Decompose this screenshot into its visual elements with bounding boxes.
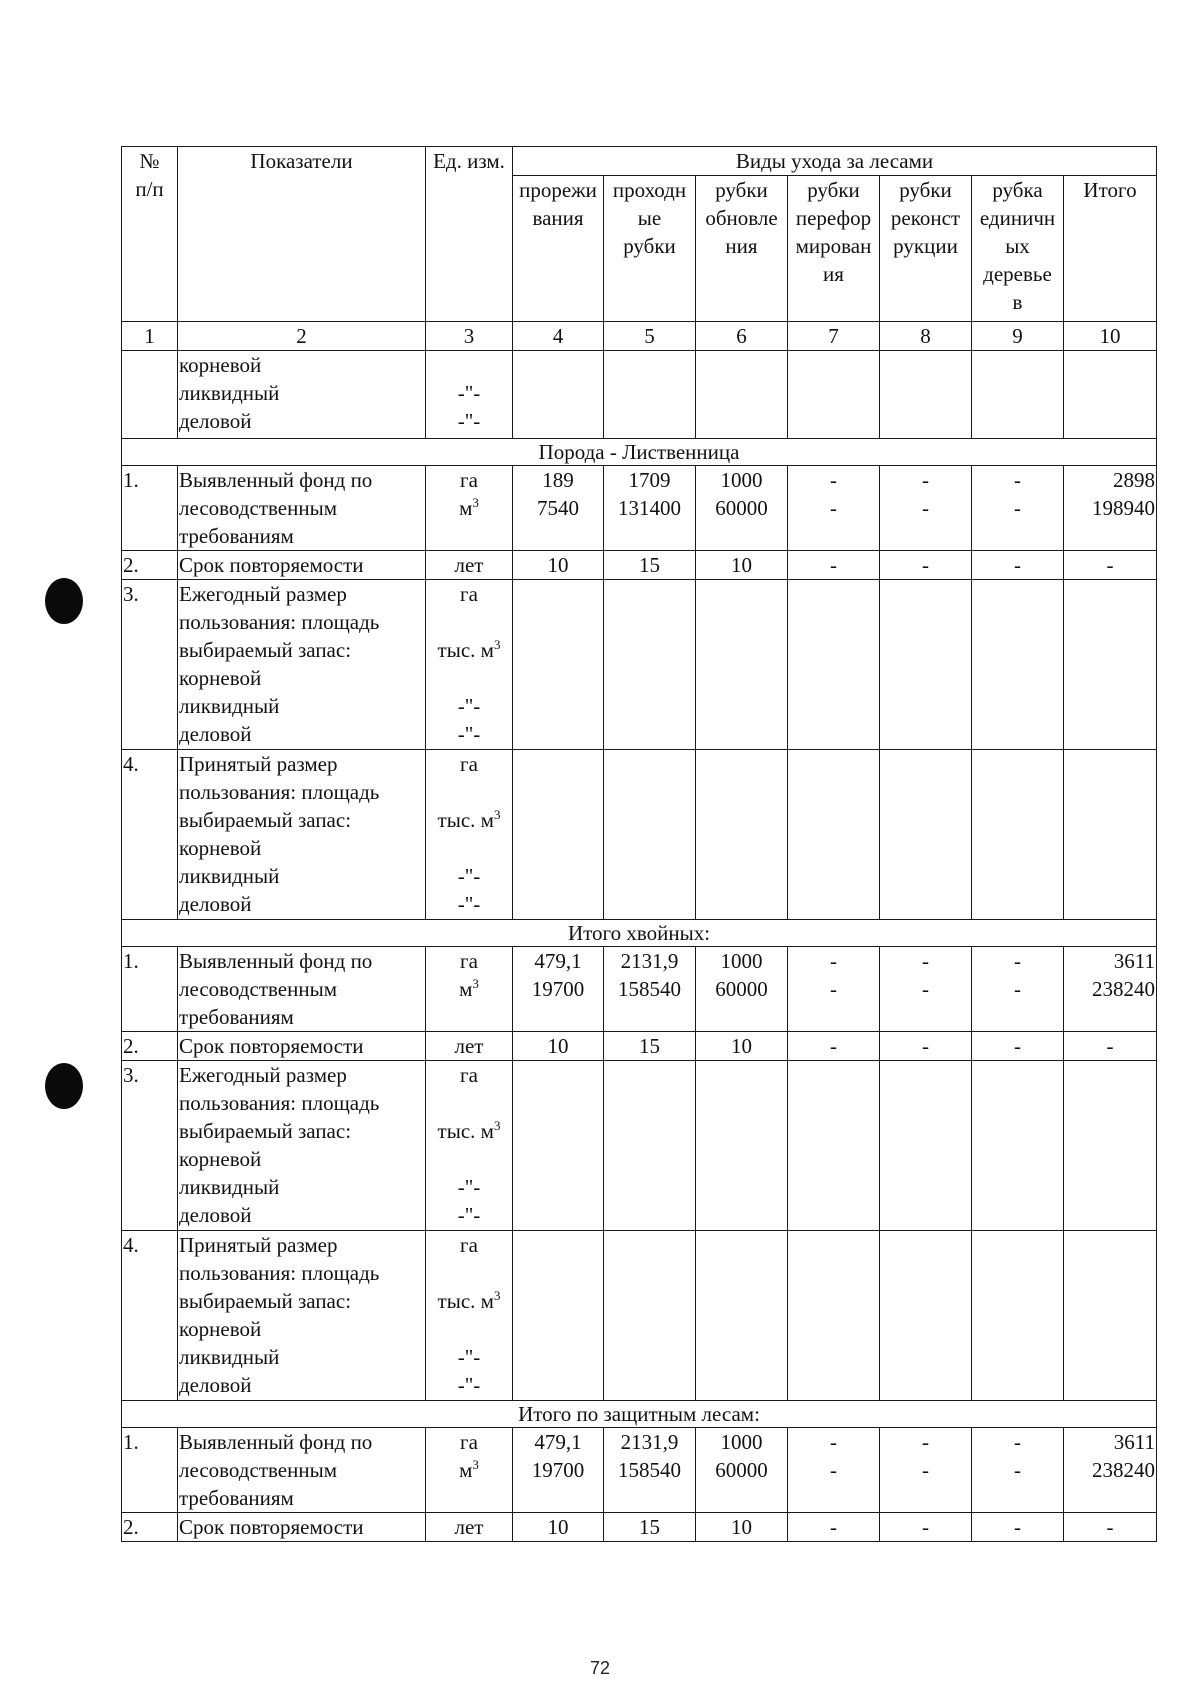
value-cell: 2131,9 158540 <box>604 947 696 1032</box>
value-cell: - <box>1064 1513 1157 1542</box>
table-row <box>122 1513 1157 1542</box>
value-cell: 10 <box>696 551 788 580</box>
row-number: 4. <box>122 750 178 920</box>
value-cell: - - <box>880 947 972 1032</box>
row-number: 2. <box>122 1032 178 1061</box>
value-cell: - - <box>788 947 880 1032</box>
value-cell: 15 <box>604 1032 696 1061</box>
col-number: 1 <box>122 322 178 351</box>
value-cell: 1709 131400 <box>604 466 696 551</box>
value-cell: 10 <box>513 1513 604 1542</box>
value-cell: - <box>788 551 880 580</box>
col-number: 4 <box>513 322 604 351</box>
col-number: 5 <box>604 322 696 351</box>
section-title-conifers: Итого хвойных: <box>122 920 1157 947</box>
row-label: Ежегодный размер пользования: площадь выбираемый запас: корневой ликвидный деловой <box>178 580 426 750</box>
value-cell: - - <box>788 1428 880 1513</box>
row-label: Ежегодный размер пользования: площадь выбираемый запас: корневой ликвидный деловой <box>178 1061 426 1231</box>
row-number: 1. <box>122 466 178 551</box>
row-number: 2. <box>122 551 178 580</box>
header-col-thinning: прорежи вания <box>513 176 604 322</box>
header-no: № п/п <box>122 147 178 322</box>
forest-care-table <box>121 146 1157 1542</box>
value-cell: 3611 238240 <box>1064 947 1157 1032</box>
header-col-reconstruction: рубки реконст рукции <box>880 176 972 322</box>
section-title-larch: Порода - Лиственница <box>122 439 1157 466</box>
value-cell: 15 <box>604 551 696 580</box>
row-unit: га $м^3$ <box>426 466 513 551</box>
col-number: 9 <box>972 322 1064 351</box>
value-cell: - <box>972 551 1064 580</box>
value-cell: - <box>788 1513 880 1542</box>
header-col-reformation: рубки перефор мирован ия <box>788 176 880 322</box>
value-cell: 1000 60000 <box>696 466 788 551</box>
row-unit: га тыс. $м^3$ -"- -"- <box>426 750 513 920</box>
section-title-protective: Итого по защитным лесам: <box>122 1401 1157 1428</box>
value-cell: 479,1 19700 <box>513 1428 604 1513</box>
row-unit: га тыс. $м^3$ -"- -"- <box>426 1061 513 1231</box>
row-unit: лет <box>426 551 513 580</box>
row-number: 3. <box>122 580 178 750</box>
table-row <box>122 1231 1157 1401</box>
value-cell: - <box>880 1032 972 1061</box>
value-cell: - <box>1064 1032 1157 1061</box>
header-col-renewal: рубки обновле ния <box>696 176 788 322</box>
row-unit: га тыс. $м^3$ -"- -"- <box>426 580 513 750</box>
col-number: 10 <box>1064 322 1157 351</box>
value-cell: - - <box>972 466 1064 551</box>
value-cell: - <box>880 1513 972 1542</box>
header-indicators: Показатели <box>178 147 426 322</box>
row-label: Выявленный фонд по лесоводственным требованиям <box>178 466 426 551</box>
col-number: 2 <box>178 322 426 351</box>
row-unit: га $м^3$ <box>426 1428 513 1513</box>
value-cell: 10 <box>696 1032 788 1061</box>
value-cell: - - <box>880 466 972 551</box>
page-number: 72 <box>589 1658 611 1678</box>
header-col-passage: проходн ые рубки <box>604 176 696 322</box>
value-cell: - <box>1064 551 1157 580</box>
col-number: 3 <box>426 322 513 351</box>
value-cell: 189 7540 <box>513 466 604 551</box>
table-row <box>122 551 1157 580</box>
col-number: 8 <box>880 322 972 351</box>
value-cell: - <box>972 1032 1064 1061</box>
table-row <box>122 750 1157 920</box>
row-unit: га $м^3$ <box>426 947 513 1032</box>
row-label: Принятый размер пользования: площадь выбираемый запас: корневой ликвидный деловой <box>178 750 426 920</box>
header-col-total: Итого <box>1064 176 1157 322</box>
value-cell: 2898 198940 <box>1064 466 1157 551</box>
table-row <box>122 580 1157 750</box>
col-number: 6 <box>696 322 788 351</box>
row-label: корневой ликвидный деловой <box>178 351 426 439</box>
col-number: 7 <box>788 322 880 351</box>
row-unit: лет <box>426 1032 513 1061</box>
value-cell: 2131,9 158540 <box>604 1428 696 1513</box>
value-cell: - <box>880 551 972 580</box>
value-cell: - - <box>788 466 880 551</box>
row-number: 3. <box>122 1061 178 1231</box>
row-label: Срок повторяемости <box>178 1513 426 1542</box>
value-cell: - - <box>972 947 1064 1032</box>
row-number: 2. <box>122 1513 178 1542</box>
row-label: Срок повторяемости <box>178 551 426 580</box>
header-care-types: Виды ухода за лесами <box>513 147 1157 176</box>
table-row <box>122 947 1157 1032</box>
row-label: Принятый размер пользования: площадь выбираемый запас: корневой ликвидный деловой <box>178 1231 426 1401</box>
value-cell: 1000 60000 <box>696 947 788 1032</box>
row-number: 4. <box>122 1231 178 1401</box>
table-row <box>122 466 1157 551</box>
row-unit: лет <box>426 1513 513 1542</box>
punch-hole-top <box>45 578 83 624</box>
value-cell: 10 <box>513 1032 604 1061</box>
table-row <box>122 1061 1157 1231</box>
row-number: 1. <box>122 947 178 1032</box>
value-cell: 10 <box>513 551 604 580</box>
column-numbers-row <box>122 322 1157 351</box>
value-cell: 479,1 19700 <box>513 947 604 1032</box>
value-cell: - <box>788 1032 880 1061</box>
value-cell: 10 <box>696 1513 788 1542</box>
row-label: Выявленный фонд по лесоводственным требованиям <box>178 1428 426 1513</box>
row-unit: га тыс. $м^3$ -"- -"- <box>426 1231 513 1401</box>
value-cell: - <box>972 1513 1064 1542</box>
value-cell: 15 <box>604 1513 696 1542</box>
row-label: Срок повторяемости <box>178 1032 426 1061</box>
value-cell: 3611 238240 <box>1064 1428 1157 1513</box>
row-number: 1. <box>122 1428 178 1513</box>
header-col-single-trees: рубка единичн ых деревье в <box>972 176 1064 322</box>
table-row <box>122 1032 1157 1061</box>
table-row <box>122 351 1157 439</box>
value-cell: - - <box>880 1428 972 1513</box>
row-unit: -"- -"- <box>426 351 513 439</box>
row-label: Выявленный фонд по лесоводственным требованиям <box>178 947 426 1032</box>
table-row <box>122 1428 1157 1513</box>
value-cell: - - <box>972 1428 1064 1513</box>
value-cell: 1000 60000 <box>696 1428 788 1513</box>
punch-hole-bottom <box>45 1063 83 1109</box>
header-unit: Ед. изм. <box>426 147 513 322</box>
